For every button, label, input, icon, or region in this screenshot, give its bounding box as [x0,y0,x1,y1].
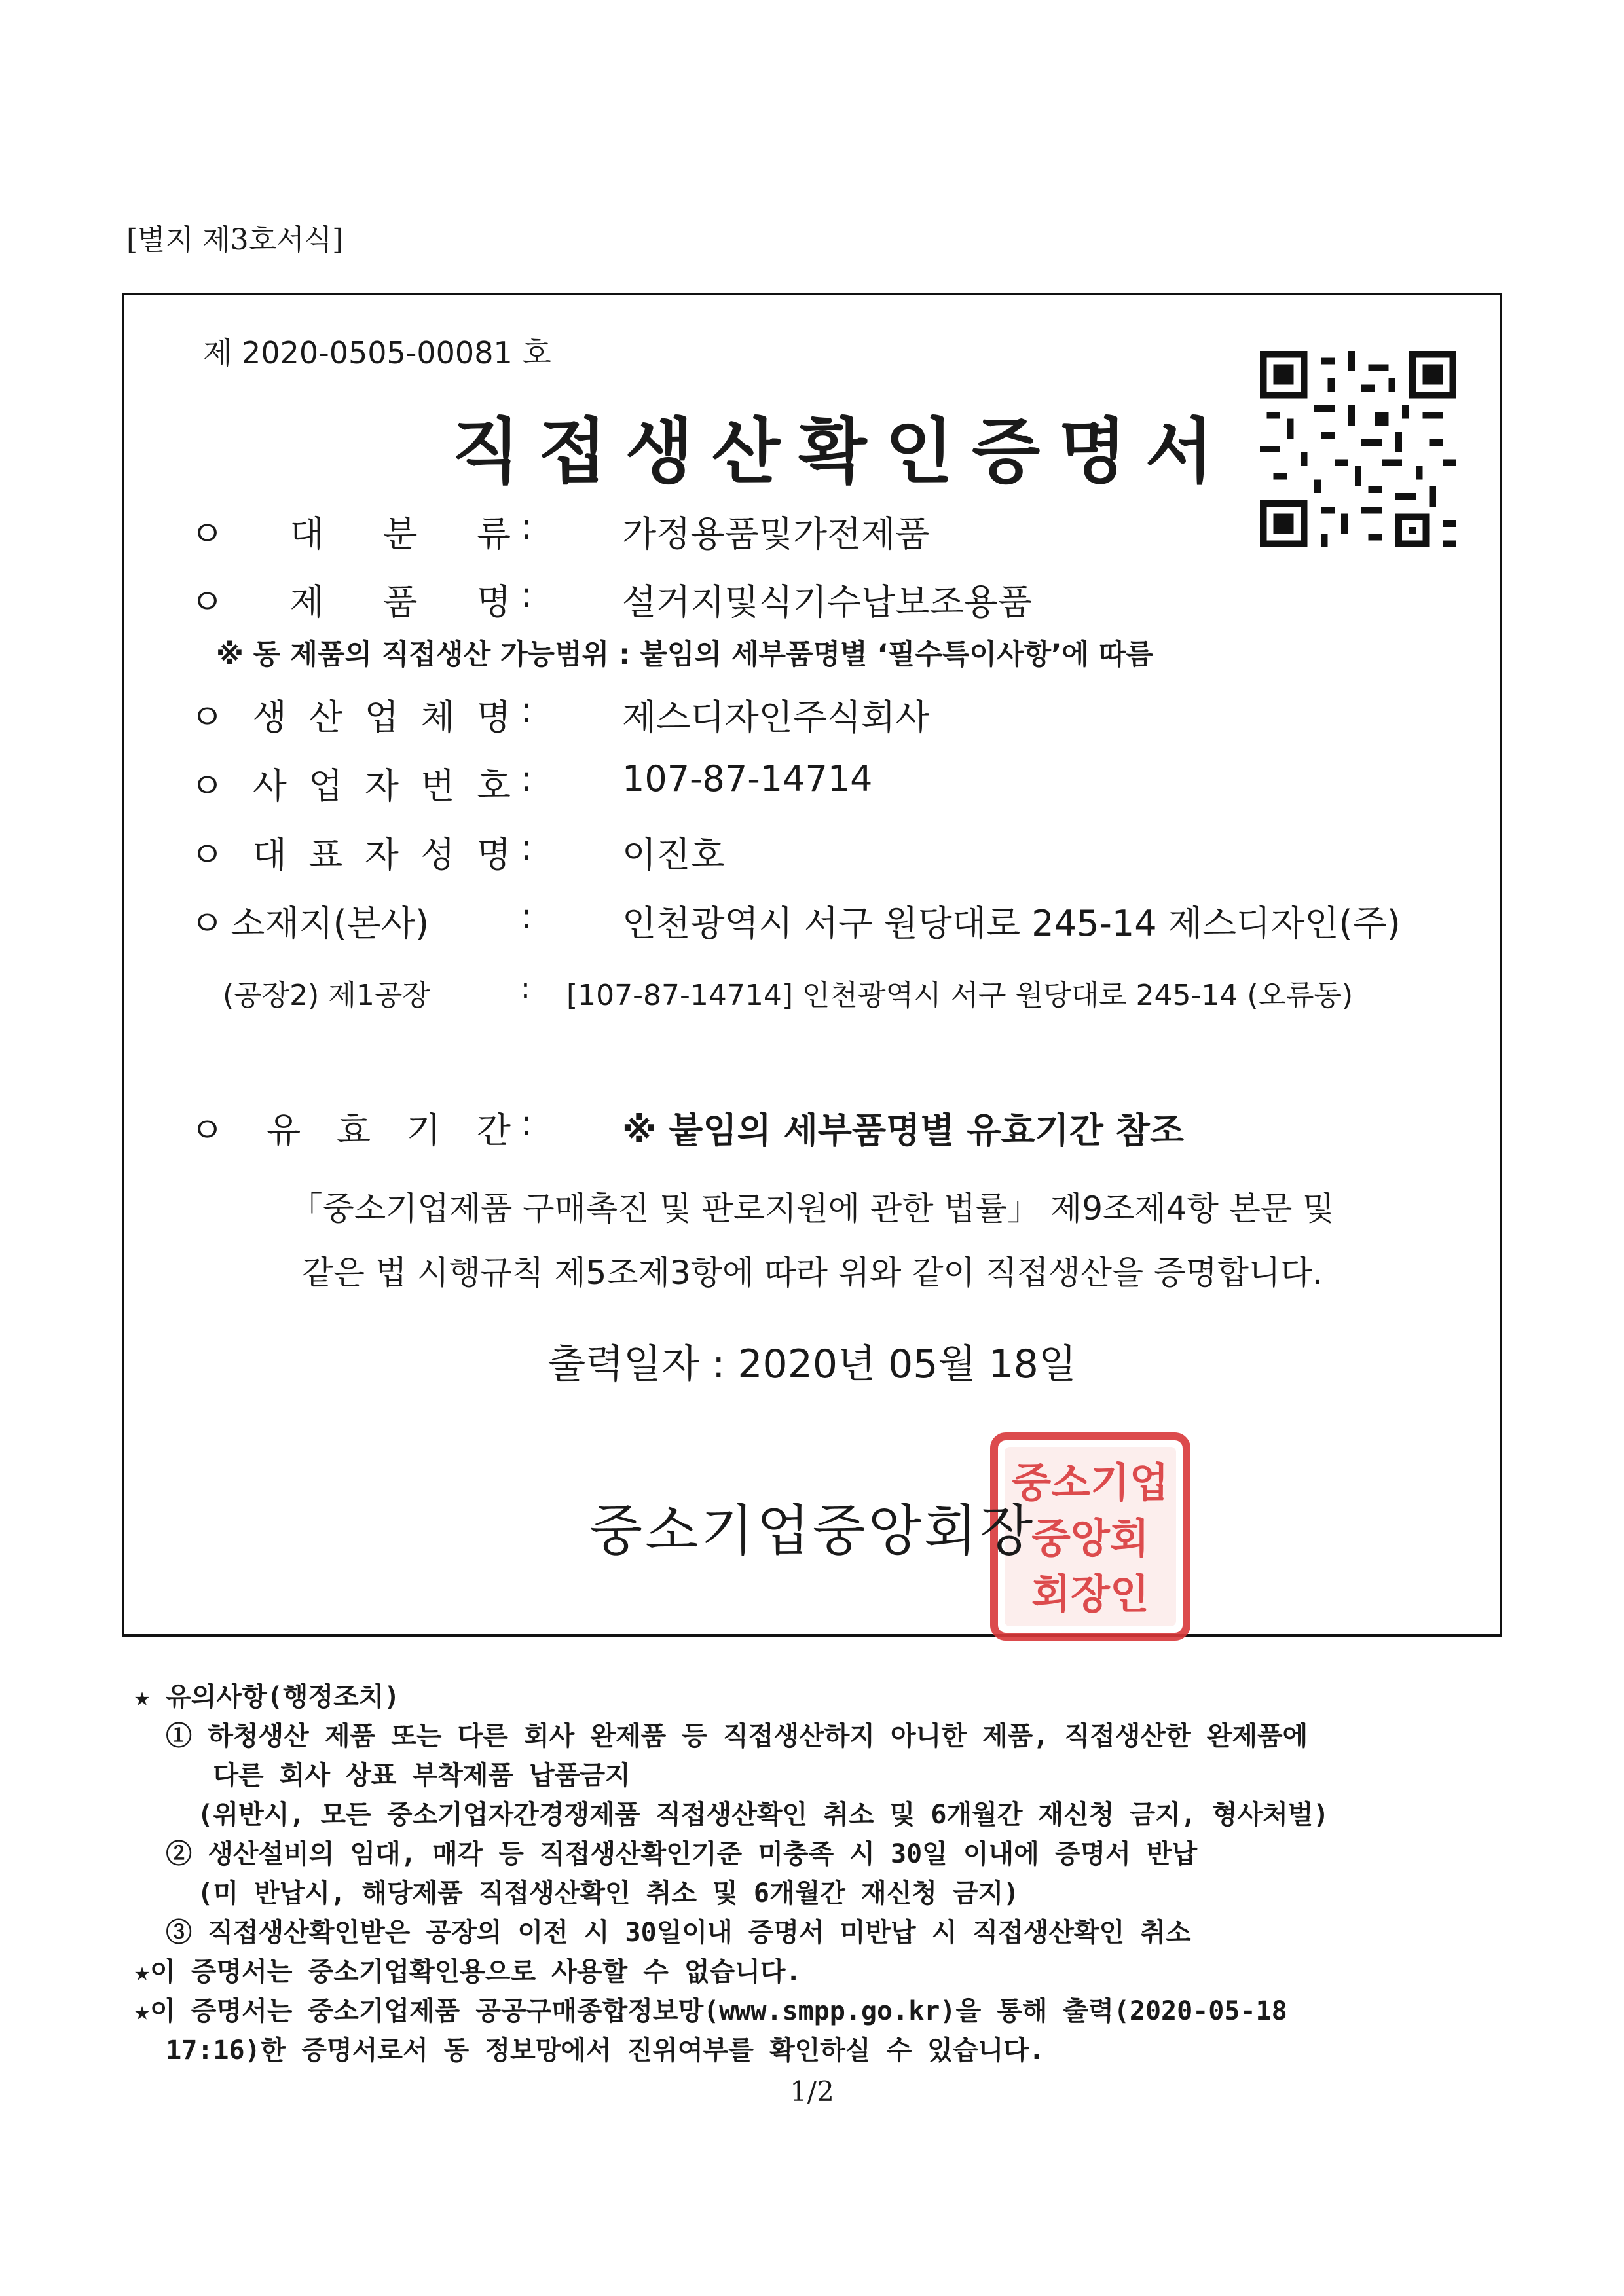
page-title: 직접생산확인증명서 [452,411,1232,493]
note-line: 17:16)한 증명서로서 동 정보망에서 진위여부를 확인하실 수 있습니다. [134,2035,1044,2066]
category-value: 가정용품및가전제품 [622,513,930,555]
statement-line-2: 같은 법 시행규칙 제5조제3항에 따라 위와 같이 직접생산을 증명합니다. [301,1254,1323,1292]
notes-heading: ★ 유의사항(행정조치) [134,1682,400,1712]
svg-text:회장인: 회장인 [1031,1570,1149,1618]
note-line: ① 하청생산 제품 또는 다른 회사 완제품 등 직접생산하지 아니한 제품, 직접생산한 완제품에 [134,1721,1308,1751]
notes-section [134,1677,1329,2070]
note-line: ② 생산설비의 임대, 매각 등 직접생산확인기준 미충족 시 30일 이내에 증명서 반납 [134,1839,1198,1869]
validity-value: ※ 붙임의 세부품명별 유효기간 참조 [622,1110,1184,1151]
qr-code-icon [1260,351,1456,547]
factory-label: (공장2) 제1공장 [223,979,430,1012]
business-number-value: 107-87-14714 [622,758,873,799]
issuer-name: 중소기업중앙회장 [589,1499,1036,1563]
statement-line-1: 「중소기업제품 구매촉진 및 판로지원에 관한 법률」 제9조제4항 본문 및 [289,1190,1335,1228]
scope-note: ※ 동 제품의 직접생산 가능범위 : 붙임의 세부품명별 ‘필수특이사항’에 따름 [216,638,1154,671]
note-line: (위반시, 모든 중소기업자간경쟁제품 직접생산확인 취소 및 6개월간 재신청 금지, 형사처벌) [134,1800,1329,1830]
svg-text:중앙회: 중앙회 [1031,1514,1149,1562]
row-label: ㅇ 생 산 업 체 명 [190,697,511,738]
row-label: ㅇ 대 표 자 성 명 [190,834,511,875]
issue-date: 출력일자 : 2020년 05월 18일 [547,1341,1077,1387]
row-label: ㅇ 소재지(본사) [190,903,430,944]
svg-text:중소기업: 중소기업 [1012,1459,1169,1506]
row-label: ㅇ 제 품 명 [190,581,511,623]
company-name-value: 제스디자인주식회사 [622,697,930,738]
certificate-box: 제 2020-0505-00081 호 직접생산확인증명서 ㅇ 대 분 류 : 가정용품및가전제품 ㅇ 제 품 명 : 설거지및식기수납보조용품 ※ 동 제품의 직접생산 가능범위 : 붙임의 세부품명별 ‘필수특이사항’에 따름 ㅇ 생 산 업 체 명 : 제스디자인주식회사 ㅇ 사 업 자 번 호 : 107-87-14714 ㅇ 대 표 자 성 명 : 이진호 ㅇ 소재지(본사) : 인천광역시 서구 원당대로 245-14 제스디자인(주) (공장2) 제1공장 : [107-87-14714] 인천광역시 서구 원당대로 245-14 (오류동) ㅇ 유 효 기 간 : ※ 붙임의 세부품명별 유효기간 참조 「중소기업제품 구매촉진 및 판로지원에 관한 법률」 제9조제4항 본문 및 같은 법 시행규칙 제5조제3항에 따라 위와 같이 직접생산을 증명합니다. 출력일자 : 2020년 05월 18일 중소기업 중앙회 회장인 중소기업중앙회장 [122,293,1502,1637]
row-label: ㅇ 대 분 류 [190,513,511,555]
certificate-number: 제 2020-0505-00081 호 [203,335,551,371]
form-label: [별지 제3호서식] [126,223,344,257]
page-number: 1/2 [790,2075,834,2107]
address-value: 인천광역시 서구 원당대로 245-14 제스디자인(주) [622,903,1401,944]
row-label: ㅇ 유 효 기 간 [190,1110,511,1151]
factory-value: [107-87-14714] 인천광역시 서구 원당대로 245-14 (오류동) [566,979,1354,1012]
note-line: (미 반납시, 해당제품 직접생산확인 취소 및 6개월간 재신청 금지) [134,1878,1020,1908]
row-label: ㅇ 사 업 자 번 호 [190,765,511,807]
product-name-value: 설거지및식기수납보조용품 [622,581,1032,623]
note-line: 다른 회사 상표 부착제품 납품금지 [134,1760,631,1791]
note-line: ★이 증명서는 중소기업제품 공공구매종합정보망(www.smpp.go.kr)을 통해 출력(2020-05-18 [134,1996,1287,2026]
representative-value: 이진호 [622,834,725,875]
note-line: ③ 직접생산확인받은 공장의 이전 시 30일이내 증명서 미반납 시 직접생산확인 취소 [134,1918,1191,1948]
note-line: ★이 증명서는 중소기업확인용으로 사용할 수 없습니다. [134,1957,802,1987]
